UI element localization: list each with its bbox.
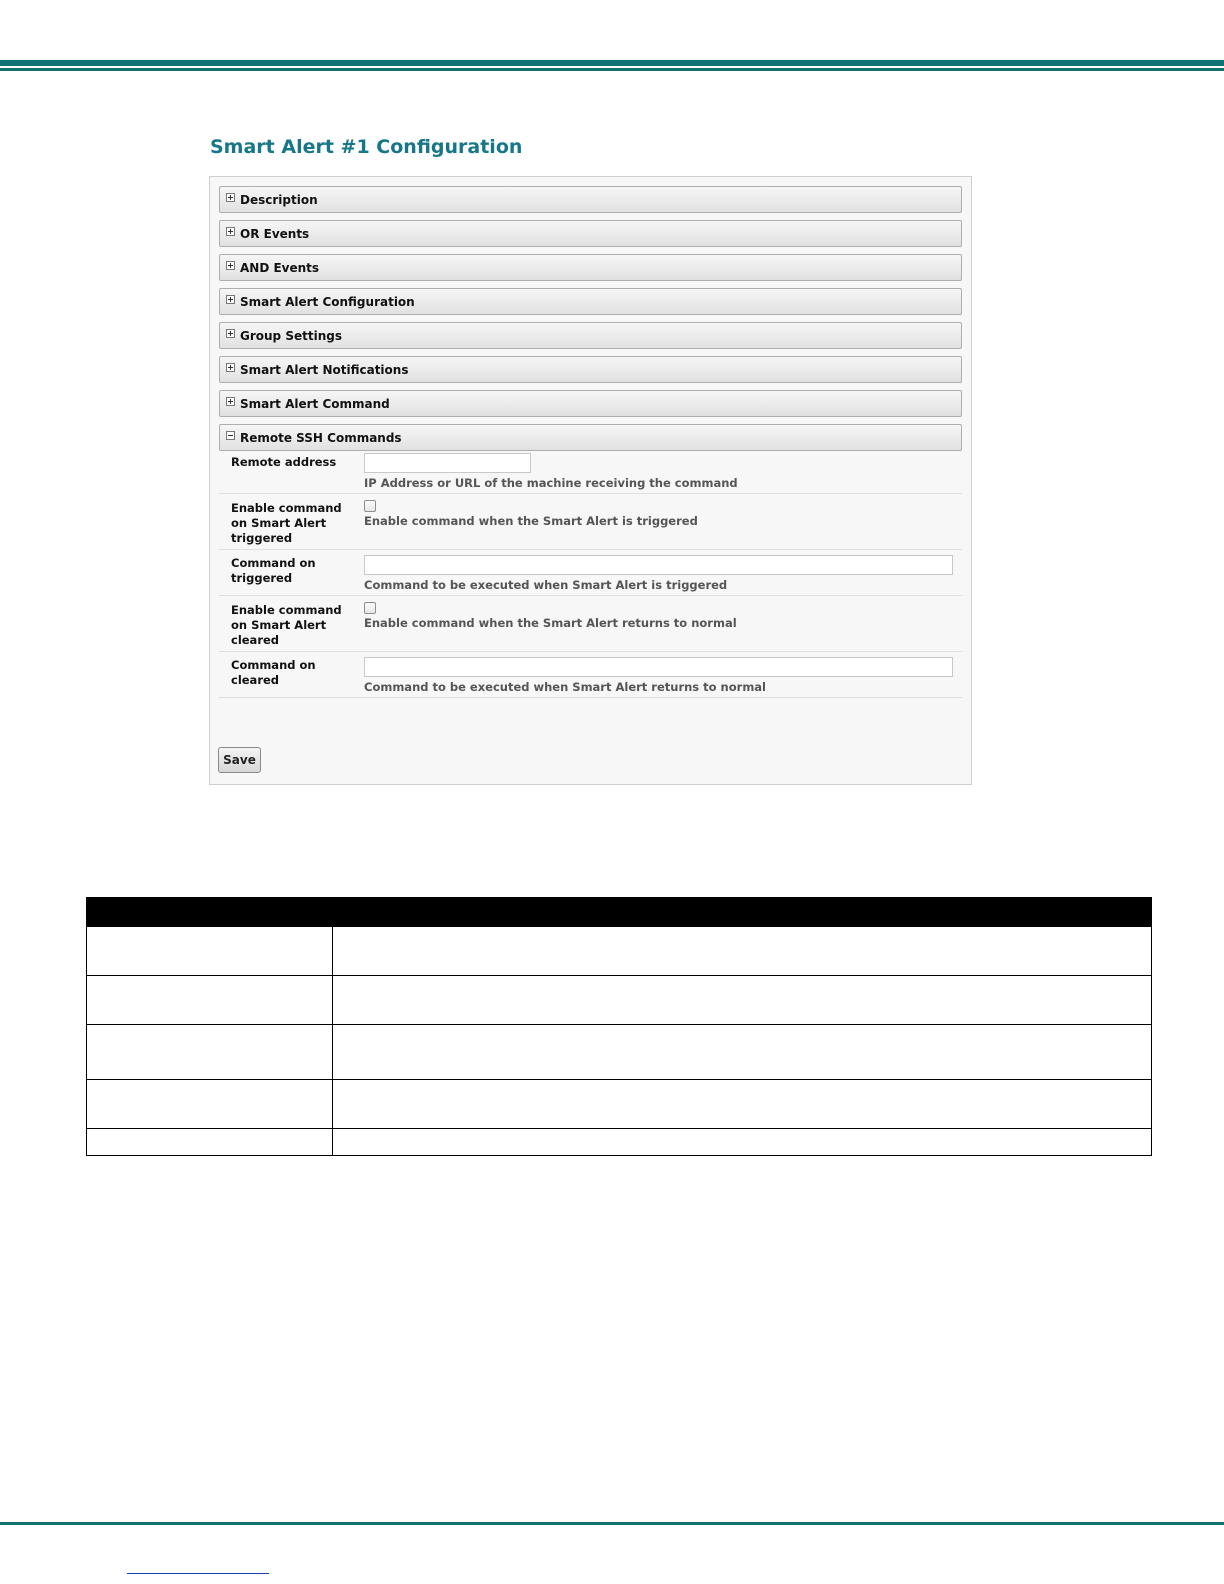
table-cell <box>332 1080 1152 1129</box>
table-header-cell <box>87 898 333 927</box>
remote-address-input[interactable] <box>364 453 531 473</box>
table-cell <box>87 1025 333 1080</box>
expand-icon <box>226 397 235 406</box>
table-cell <box>332 976 1152 1025</box>
field-command-cleared <box>219 652 962 698</box>
table-cell <box>332 1129 1152 1156</box>
accordion-label: Smart Alert Notifications <box>240 363 409 377</box>
config-panel <box>209 176 972 785</box>
collapse-icon <box>226 431 235 440</box>
field-label: Enable command on Smart Alert cleared <box>231 603 342 647</box>
smart-alert-config-screenshot <box>208 128 974 790</box>
expand-icon <box>226 295 235 304</box>
table-header-cell <box>332 898 1152 927</box>
accordion-label: OR Events <box>240 227 310 241</box>
table-row <box>87 976 1152 1025</box>
expand-icon <box>226 227 235 236</box>
enable-triggered-checkbox[interactable] <box>364 500 376 512</box>
table-cell <box>87 927 333 976</box>
field-remote-address <box>219 453 962 494</box>
table-header-row <box>87 898 1152 927</box>
field-help: Command to be executed when Smart Alert returns to normal <box>364 680 767 694</box>
expand-icon <box>226 193 235 202</box>
accordion-and-events[interactable] <box>219 254 962 281</box>
table-row <box>87 927 1152 976</box>
save-button[interactable]: Save <box>218 747 261 773</box>
footer-link-underline[interactable] <box>127 1573 269 1574</box>
header-rule-thin <box>0 68 1224 71</box>
field-enable-cleared <box>219 596 962 652</box>
table-cell <box>87 1129 333 1156</box>
field-label: Enable command on Smart Alert triggered <box>231 501 342 545</box>
field-label: Command on triggered <box>231 556 316 585</box>
field-command-triggered <box>219 550 962 596</box>
field-help: Command to be executed when Smart Alert is triggered <box>364 578 728 592</box>
table-cell <box>332 927 1152 976</box>
accordion-label: Group Settings <box>240 329 342 343</box>
table-cell <box>87 1080 333 1129</box>
field-help: IP Address or URL of the machine receiving the command <box>364 476 738 490</box>
enable-cleared-checkbox[interactable] <box>364 602 376 614</box>
accordion-label: AND Events <box>240 261 320 275</box>
accordion-smart-alert-configuration[interactable] <box>219 288 962 315</box>
accordion-remote-ssh-commands[interactable] <box>219 424 962 451</box>
accordion-label: Smart Alert Command <box>240 397 390 411</box>
accordion-smart-alert-command[interactable] <box>219 390 962 417</box>
field-help: Enable command when the Smart Alert is triggered <box>364 514 698 528</box>
accordion-smart-alert-notifications[interactable] <box>219 356 962 383</box>
expand-icon <box>226 363 235 372</box>
field-help: Enable command when the Smart Alert returns to normal <box>364 616 737 630</box>
field-label: Remote address <box>231 455 337 469</box>
command-triggered-input[interactable] <box>364 555 953 575</box>
accordion-description[interactable] <box>219 186 962 213</box>
accordion-label: Description <box>240 193 318 207</box>
page-title: Smart Alert #1 Configuration <box>210 136 523 158</box>
parameter-table <box>86 897 1152 1156</box>
header-rule-thick <box>0 60 1224 66</box>
field-enable-triggered <box>219 494 962 550</box>
command-cleared-input[interactable] <box>364 657 953 677</box>
table-cell <box>87 976 333 1025</box>
accordion-or-events[interactable] <box>219 220 962 247</box>
table-row <box>87 1129 1152 1156</box>
expand-icon <box>226 329 235 338</box>
accordion-group-settings[interactable] <box>219 322 962 349</box>
table-row <box>87 1080 1152 1129</box>
footer-rule <box>0 1522 1224 1525</box>
expand-icon <box>226 261 235 270</box>
field-label: Command on cleared <box>231 658 316 687</box>
table-row <box>87 1025 1152 1080</box>
table-cell <box>332 1025 1152 1080</box>
accordion-label: Remote SSH Commands <box>240 431 402 445</box>
accordion-label: Smart Alert Configuration <box>240 295 415 309</box>
